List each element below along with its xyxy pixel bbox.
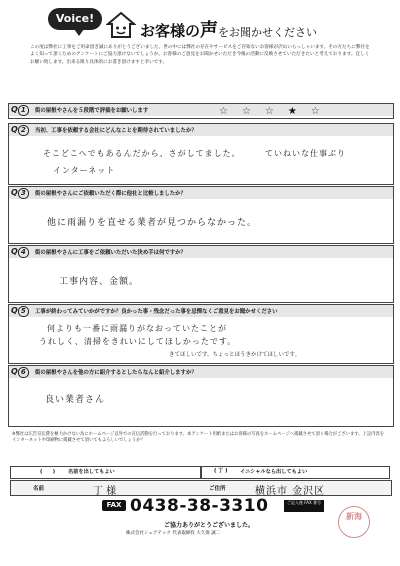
question-2: Q 2 当初、工事を依頼する会社にどんなことを期待されていましたか？ そこどこへでもあるんだから、さがしてました。 ていねいな仕事ぶり インターネット — [8, 123, 394, 185]
q5-answer-3: きてほしいです。ちょっとほうきかけてほしいです。 — [169, 352, 301, 358]
intro-text: この度は弊社に工事をご用命頂き誠にありがとうございました。世の中には弊社の存在やサービスをご存知ないお客様が沢山いらっしゃいます。その方たちに弊社をよく知って頂くためのアンケートにご協力頂けないでしょうか。お客様のご意見をお聞かせいただき今後の活動に反映させていただきたいと考えております。宜しくお願い致します。出来る限り具体的にお書き頂けますと幸いです。 — [30, 45, 370, 65]
selected-star-icon: ★ — [287, 106, 311, 117]
header — [48, 8, 348, 42]
question-3: Q 3 街の屋根やさんにご依頼いただく際に他社と比較しましたか？ 他に雨漏りを直せる業者が見つからなかった。 — [8, 186, 394, 244]
address-label: ご住所 — [209, 486, 226, 492]
address-value: 横浜市 金沢区 — [255, 486, 326, 497]
house-icon — [106, 10, 136, 40]
permission-row — [10, 466, 390, 476]
rating-stars[interactable]: ☆☆☆★☆ — [219, 106, 334, 117]
permit-name-label: 名前を出してもよい — [68, 469, 115, 475]
name-value: 丁 様 — [93, 486, 117, 497]
fax-badge: FAX — [102, 500, 126, 511]
thanks-text: ご協力ありがとうございました。 — [164, 522, 255, 529]
name-label: 名前 — [33, 486, 45, 492]
question-5: Q 5 工事が終わってみていかがですか？良かった事・残念だった事を忌憚なくご意見をお聞かせください 何よりも一番に雨漏りがなおっていたことが うれしく、清掃をきれいにしてほしかったです。 きてほしいです。ちょっとほうきかけてほしいです。 — [8, 304, 394, 364]
q2-answer-1: そこどこへでもあるんだから、さがしてました。 — [43, 149, 241, 158]
fax-number: 0438-38-3310 — [130, 496, 269, 516]
q6-answer: 良い業者さん — [45, 395, 106, 405]
question-4: Q 4 街の屋根やさんに工事をご依頼いただいた決め手は何ですか？ 工事内容、金額。 — [8, 245, 394, 303]
q3-answer: 他に雨漏りを直せる業者が見つからなかった。 — [47, 218, 258, 228]
seal-stamp: 新海 — [338, 506, 370, 538]
voice-badge: Voice! — [48, 8, 102, 30]
company-info: 株式会社シェアテック 代表取締役 大久保 誠二 — [126, 531, 221, 536]
question-6: Q 6 街の屋根やさんを他の方に紹介するとしたらなんと紹介しますか？ 良い業者さん — [8, 365, 394, 427]
q5-answer-1: 何よりも一番に雨漏りがなおっていたことが — [47, 324, 227, 333]
fax-side-label: ご記入後 FAX 番号 — [284, 500, 324, 512]
q5-answer-2: うれしく、清掃をきれいにしてほしかったです。 — [39, 337, 237, 346]
q2-answer-3: インターネット — [53, 166, 116, 175]
permit-name-mark: ( ) — [40, 469, 56, 475]
q4-answer: 工事内容、金額。 — [59, 277, 140, 287]
question-1: Q 1 街の屋根やさんを５段階で評価をお願いします ☆☆☆★☆ — [8, 103, 394, 119]
permit-initial-label: イニシャルなら出してもよい — [240, 469, 308, 475]
page-title: お客様の声をお聞かせください — [140, 20, 318, 41]
q2-answer-2: ていねいな仕事ぶり — [265, 149, 346, 158]
permit-initial-mark: ( 丁 ) — [214, 468, 228, 474]
permission-notes: ※弊社は広告宣伝費を極力かけない為にホームページ以外での宣伝活動を行っております。本アンケート用紙またはお客様の写真をホームページへ掲載させて頂く場合がございます。上記内容をインターネットや印刷物に掲載させて頂いてもよろしいでしょうか？ — [12, 432, 385, 444]
name-address-row — [10, 480, 392, 496]
